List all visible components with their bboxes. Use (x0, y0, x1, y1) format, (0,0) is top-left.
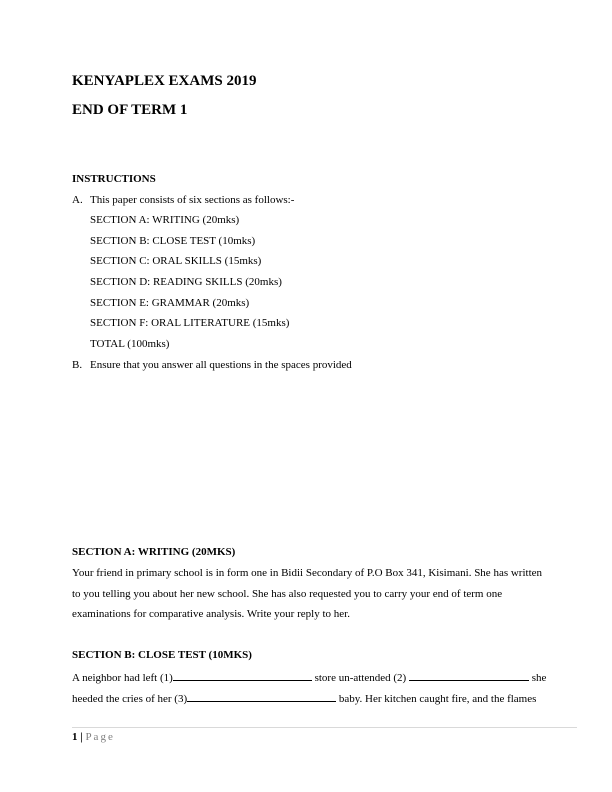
answer-blank-3[interactable] (187, 690, 336, 702)
footer-divider (72, 727, 577, 728)
section-a-prompt: Your friend in primary school is in form one in Bidii Secondary of P.O Box 341, Kisimani. She has written to you telling you about her new school. She has also requested you to carry your end of term one examinations for comparative analysis. Write your reply to her. (72, 567, 543, 620)
exam-subtitle: END OF TERM 1 (72, 102, 188, 118)
footer-separator: | (77, 731, 86, 743)
instruction-a-marker: A. (72, 194, 83, 206)
exam-title: KENYAPLEX EXAMS 2019 (72, 73, 257, 89)
answer-blank-2[interactable] (409, 669, 529, 681)
cloze-line-2 (72, 690, 536, 705)
section-list-item: SECTION C: ORAL SKILLS (15mks) (90, 255, 262, 267)
section-list-item: SECTION F: ORAL LITERATURE (15mks) (90, 317, 290, 329)
section-list-item: SECTION B: CLOSE TEST (10mks) (90, 235, 256, 247)
section-b-heading: SECTION B: CLOSE TEST (10MKS) (72, 649, 252, 661)
cloze-line-1 (72, 669, 546, 684)
instruction-a-text: This paper consists of six sections as follows:- (90, 194, 295, 206)
cloze-text: A neighbor had left (1) (72, 672, 173, 684)
cloze-text: heeded the cries of her (3) (72, 693, 188, 705)
cloze-text: she (528, 672, 547, 684)
section-a-heading: SECTION A: WRITING (20MKS) (72, 546, 236, 558)
instructions-heading: INSTRUCTIONS (72, 173, 156, 185)
page-number: 1 (72, 731, 78, 743)
answer-blank-1[interactable] (173, 669, 312, 681)
section-list-item: SECTION E: GRAMMAR (20mks) (90, 297, 250, 309)
section-list-item: SECTION D: READING SKILLS (20mks) (90, 276, 282, 288)
total-marks: TOTAL (100mks) (90, 338, 170, 350)
cloze-text: store un-attended (2) (311, 672, 409, 684)
page-label: Page (85, 731, 115, 743)
instruction-b-text: Ensure that you answer all questions in the spaces provided (90, 359, 352, 371)
cloze-text: baby. Her kitchen caught fire, and the flames (336, 693, 537, 705)
instruction-b-marker: B. (72, 359, 83, 371)
section-list-item: SECTION A: WRITING (20mks) (90, 214, 240, 226)
page-footer (72, 731, 115, 743)
